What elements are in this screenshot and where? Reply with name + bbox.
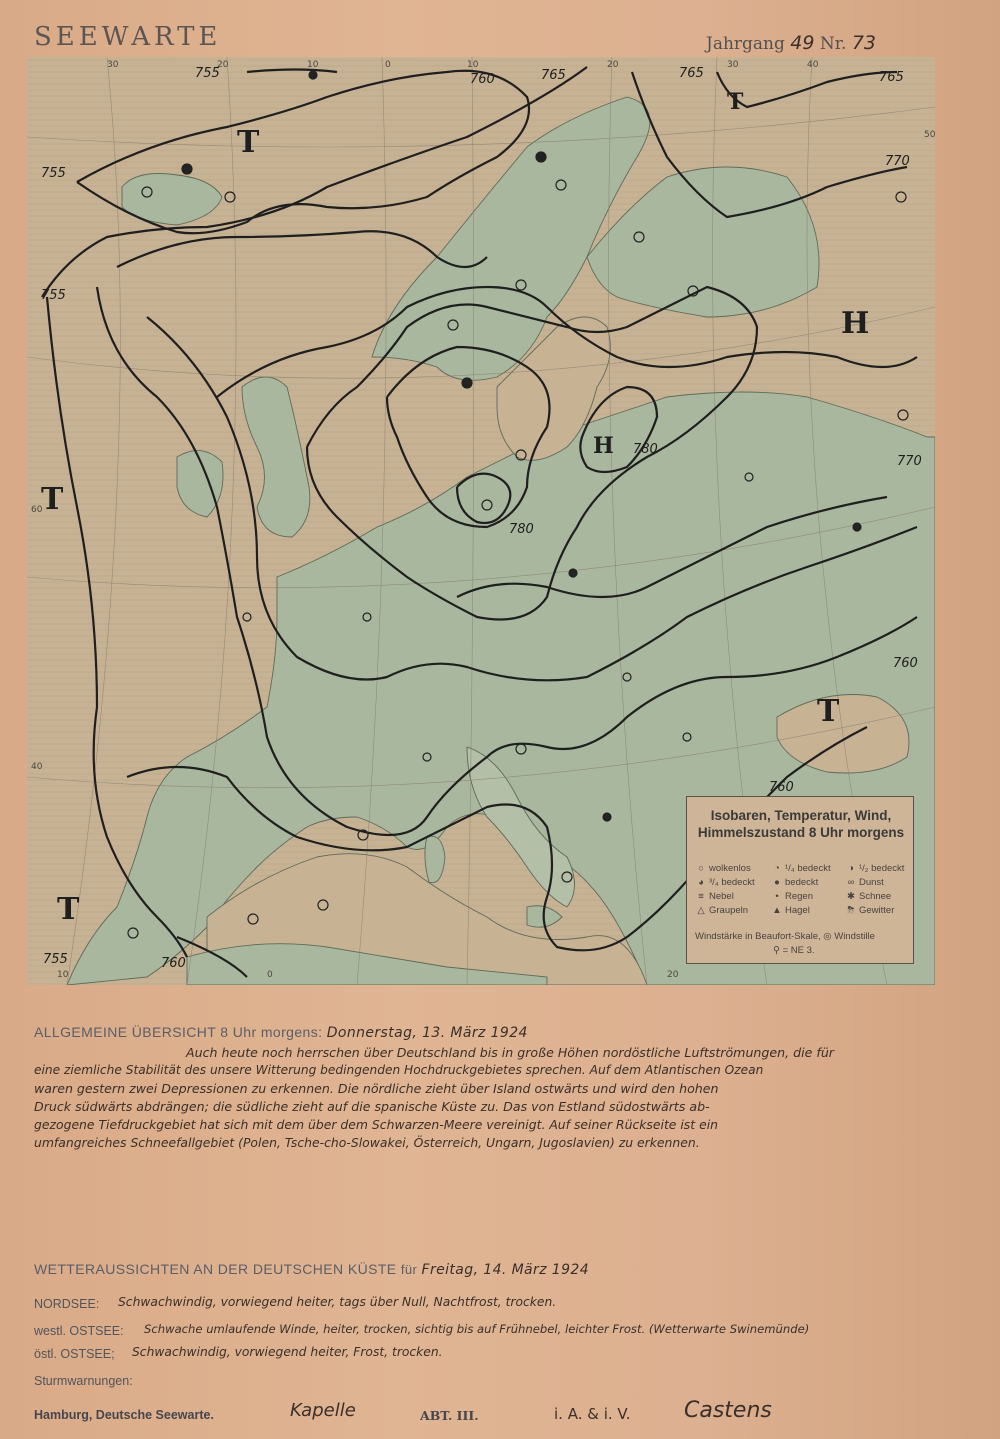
overview-heading [34, 1024, 528, 1041]
forecast-label: WETTERAUSSICHTEN AN DER DEUTSCHEN KÜSTE [34, 1261, 397, 1277]
grid-label: 50 [924, 130, 935, 140]
region-text-nordsee: Schwachwindig, vorwiegend heiter, tags über Null, Nachtfrost, trocken. [118, 1295, 557, 1309]
region-label-nordsee: NORDSEE: [34, 1297, 100, 1311]
forecast-for: für [400, 1262, 418, 1277]
issue-number: 73 [851, 32, 877, 54]
department-label: ABT. III. [420, 1408, 479, 1423]
low-pressure-letter: T [57, 892, 80, 927]
map-legend [686, 796, 914, 964]
signature-castens: Castens [684, 1398, 772, 1423]
legend-item-thunderstorm: ⛈ Gewitter [845, 905, 894, 916]
grid-label: 30 [107, 60, 119, 70]
forecast-heading [34, 1261, 589, 1278]
legend-item-hail: ▲ Hagel [772, 905, 810, 916]
overview-line: gezogene Tiefdruckgebiet hat sich mit dem über dem Schwarzen-Meere vereinigt. Auf seiner Rückseite ist ein [34, 1117, 718, 1132]
station-marker [536, 152, 546, 162]
grid-label: 10 [57, 970, 69, 980]
grid-label: 20 [217, 60, 229, 70]
legend-item-quarter: ◔ ¹/₄ bedeckt [771, 863, 831, 874]
pressure-label: 765 [879, 70, 904, 85]
high-pressure-letter: H [593, 433, 614, 459]
legend-item-haze: ∞ Dunst [845, 877, 884, 888]
hail-icon: ▲ [772, 905, 782, 916]
pressure-label: 755 [41, 288, 66, 303]
thunderstorm-icon: ⛈ [847, 905, 855, 916]
publication-title: SEEWARTE [34, 22, 222, 52]
legend-item-clear: ○ wolkenlos [695, 863, 751, 874]
pressure-label: 760 [161, 956, 186, 971]
graupel-icon: △ [697, 905, 705, 916]
overview-line: Auch heute noch herrschen über Deutschland bis in große Höhen nordöstliche Luftströmungen, die für [186, 1045, 834, 1060]
pressure-label: 755 [41, 166, 66, 181]
pressure-label: 760 [769, 780, 794, 795]
legend-title-line1: Isobaren, Temperatur, Wind, [710, 808, 892, 823]
wind-arrow-icon: ⚲ [773, 945, 780, 956]
pressure-label: 780 [509, 522, 534, 537]
signature-prefix: i. A. & i. V. [554, 1405, 631, 1423]
number-prefix: Nr. [819, 34, 847, 54]
office-name: Hamburg, Deutsche Seewarte. [34, 1408, 214, 1422]
low-pressure-letter: T [237, 125, 260, 160]
volume-number: 49 [790, 32, 815, 54]
grid-label: 40 [807, 60, 819, 70]
region-label-east-ostsee: östl. OSTSEE; [34, 1347, 115, 1361]
station-marker [309, 71, 317, 79]
low-pressure-letter: T [727, 89, 744, 115]
grid-label: 10 [467, 60, 479, 70]
legend-item-fog: ≡ Nebel [695, 891, 734, 902]
grid-label: 30 [727, 60, 739, 70]
legend-item-snow: ✱ Schnee [845, 891, 891, 902]
grid-label: 40 [31, 762, 43, 772]
pressure-label: 760 [470, 72, 495, 87]
legend-item-three-quarter: ◕ ³/₄ bedeckt [695, 877, 755, 888]
station-marker [603, 813, 611, 821]
signature-kapelle: Kapelle [290, 1400, 356, 1421]
issue-info [706, 32, 876, 54]
region-text-east-ostsee: Schwachwindig, vorwiegend heiter, Frost, trocken. [132, 1345, 443, 1359]
pressure-label: 770 [885, 154, 910, 169]
snow-icon: ✱ [847, 891, 855, 902]
region-label-west-ostsee: westl. OSTSEE: [34, 1324, 124, 1338]
three-quarter-cover-icon: ◕ [698, 877, 704, 888]
legend-item-graupel: △ Graupeln [695, 905, 748, 916]
pressure-label: 760 [893, 656, 918, 671]
half-cover-icon: ◑ [848, 863, 854, 874]
legend-item-half: ◑ ¹/₂ bedeckt [845, 863, 904, 874]
pressure-label: 765 [679, 66, 704, 81]
legend-item-rain: • Regen [771, 891, 813, 902]
overview-label: ALLGEMEINE ÜBERSICHT 8 Uhr morgens: [34, 1024, 323, 1040]
overview-line: waren gestern zwei Depressionen zu erkennen. Die nördliche zieht über Island ostwärts und wird den hohen [34, 1081, 719, 1096]
overview-line: eine ziemliche Stabilität des unsere Witterung bedingenden Hochdruckgebietes sprechen. Auf dem Atlantischen Ozean [34, 1063, 764, 1077]
clear-sky-icon: ○ [698, 863, 704, 874]
fog-icon: ≡ [698, 891, 704, 902]
grid-label: 10 [307, 60, 319, 70]
low-pressure-letter: T [817, 694, 840, 729]
overview-date: Donnerstag, 13. März 1924 [326, 1025, 528, 1041]
legend-title-line2: Himmelszustand 8 Uhr morgens [697, 825, 905, 840]
pressure-label: 755 [43, 952, 68, 967]
grid-label: 20 [667, 970, 679, 980]
pressure-label: 780 [633, 442, 658, 457]
overcast-icon: ● [774, 877, 780, 888]
pressure-label: 770 [897, 454, 922, 469]
station-marker [569, 569, 577, 577]
quarter-cover-icon: ◔ [774, 863, 780, 874]
legend-item-overcast: ● bedeckt [771, 877, 818, 888]
overview-line: Druck südwärts abdrängen; die südliche zieht auf die spanische Küste zu. Das von Estland südostwärts ab- [34, 1099, 710, 1114]
overview-line: umfangreiches Schneefallgebiet (Polen, Tsche-cho-Slowakei, Österreich, Ungarn, Jugoslavien) zu erkennen. [34, 1135, 700, 1150]
haze-icon: ∞ [847, 877, 855, 888]
pressure-label: 755 [195, 66, 220, 81]
rain-icon: • [775, 891, 779, 902]
station-marker [462, 378, 472, 388]
issue-prefix: Jahrgang [706, 34, 785, 54]
legend-title [687, 807, 915, 841]
storm-warning-label: Sturmwarnungen: [34, 1374, 133, 1388]
low-pressure-letter: T [41, 482, 64, 517]
grid-label: 20 [607, 60, 619, 70]
pressure-label: 765 [541, 68, 566, 83]
grid-label: 60 [31, 505, 43, 515]
legend-wind-note: Windstärke in Beaufort-Skale, ◎ Windstille [695, 931, 875, 942]
region-text-west-ostsee: Schwache umlaufende Winde, heiter, trocken, sichtig bis auf Frühnebel, leichter Frost. (Wetterwarte Swinemünde) [144, 1322, 810, 1336]
station-marker [182, 164, 192, 174]
grid-label: 0 [267, 970, 273, 980]
station-marker [853, 523, 861, 531]
high-pressure-letter: H [841, 306, 870, 341]
grid-label: 0 [385, 60, 391, 70]
forecast-date: Freitag, 14. März 1924 [421, 1262, 590, 1278]
legend-wind-example: ⚲ = NE 3. [773, 945, 815, 956]
